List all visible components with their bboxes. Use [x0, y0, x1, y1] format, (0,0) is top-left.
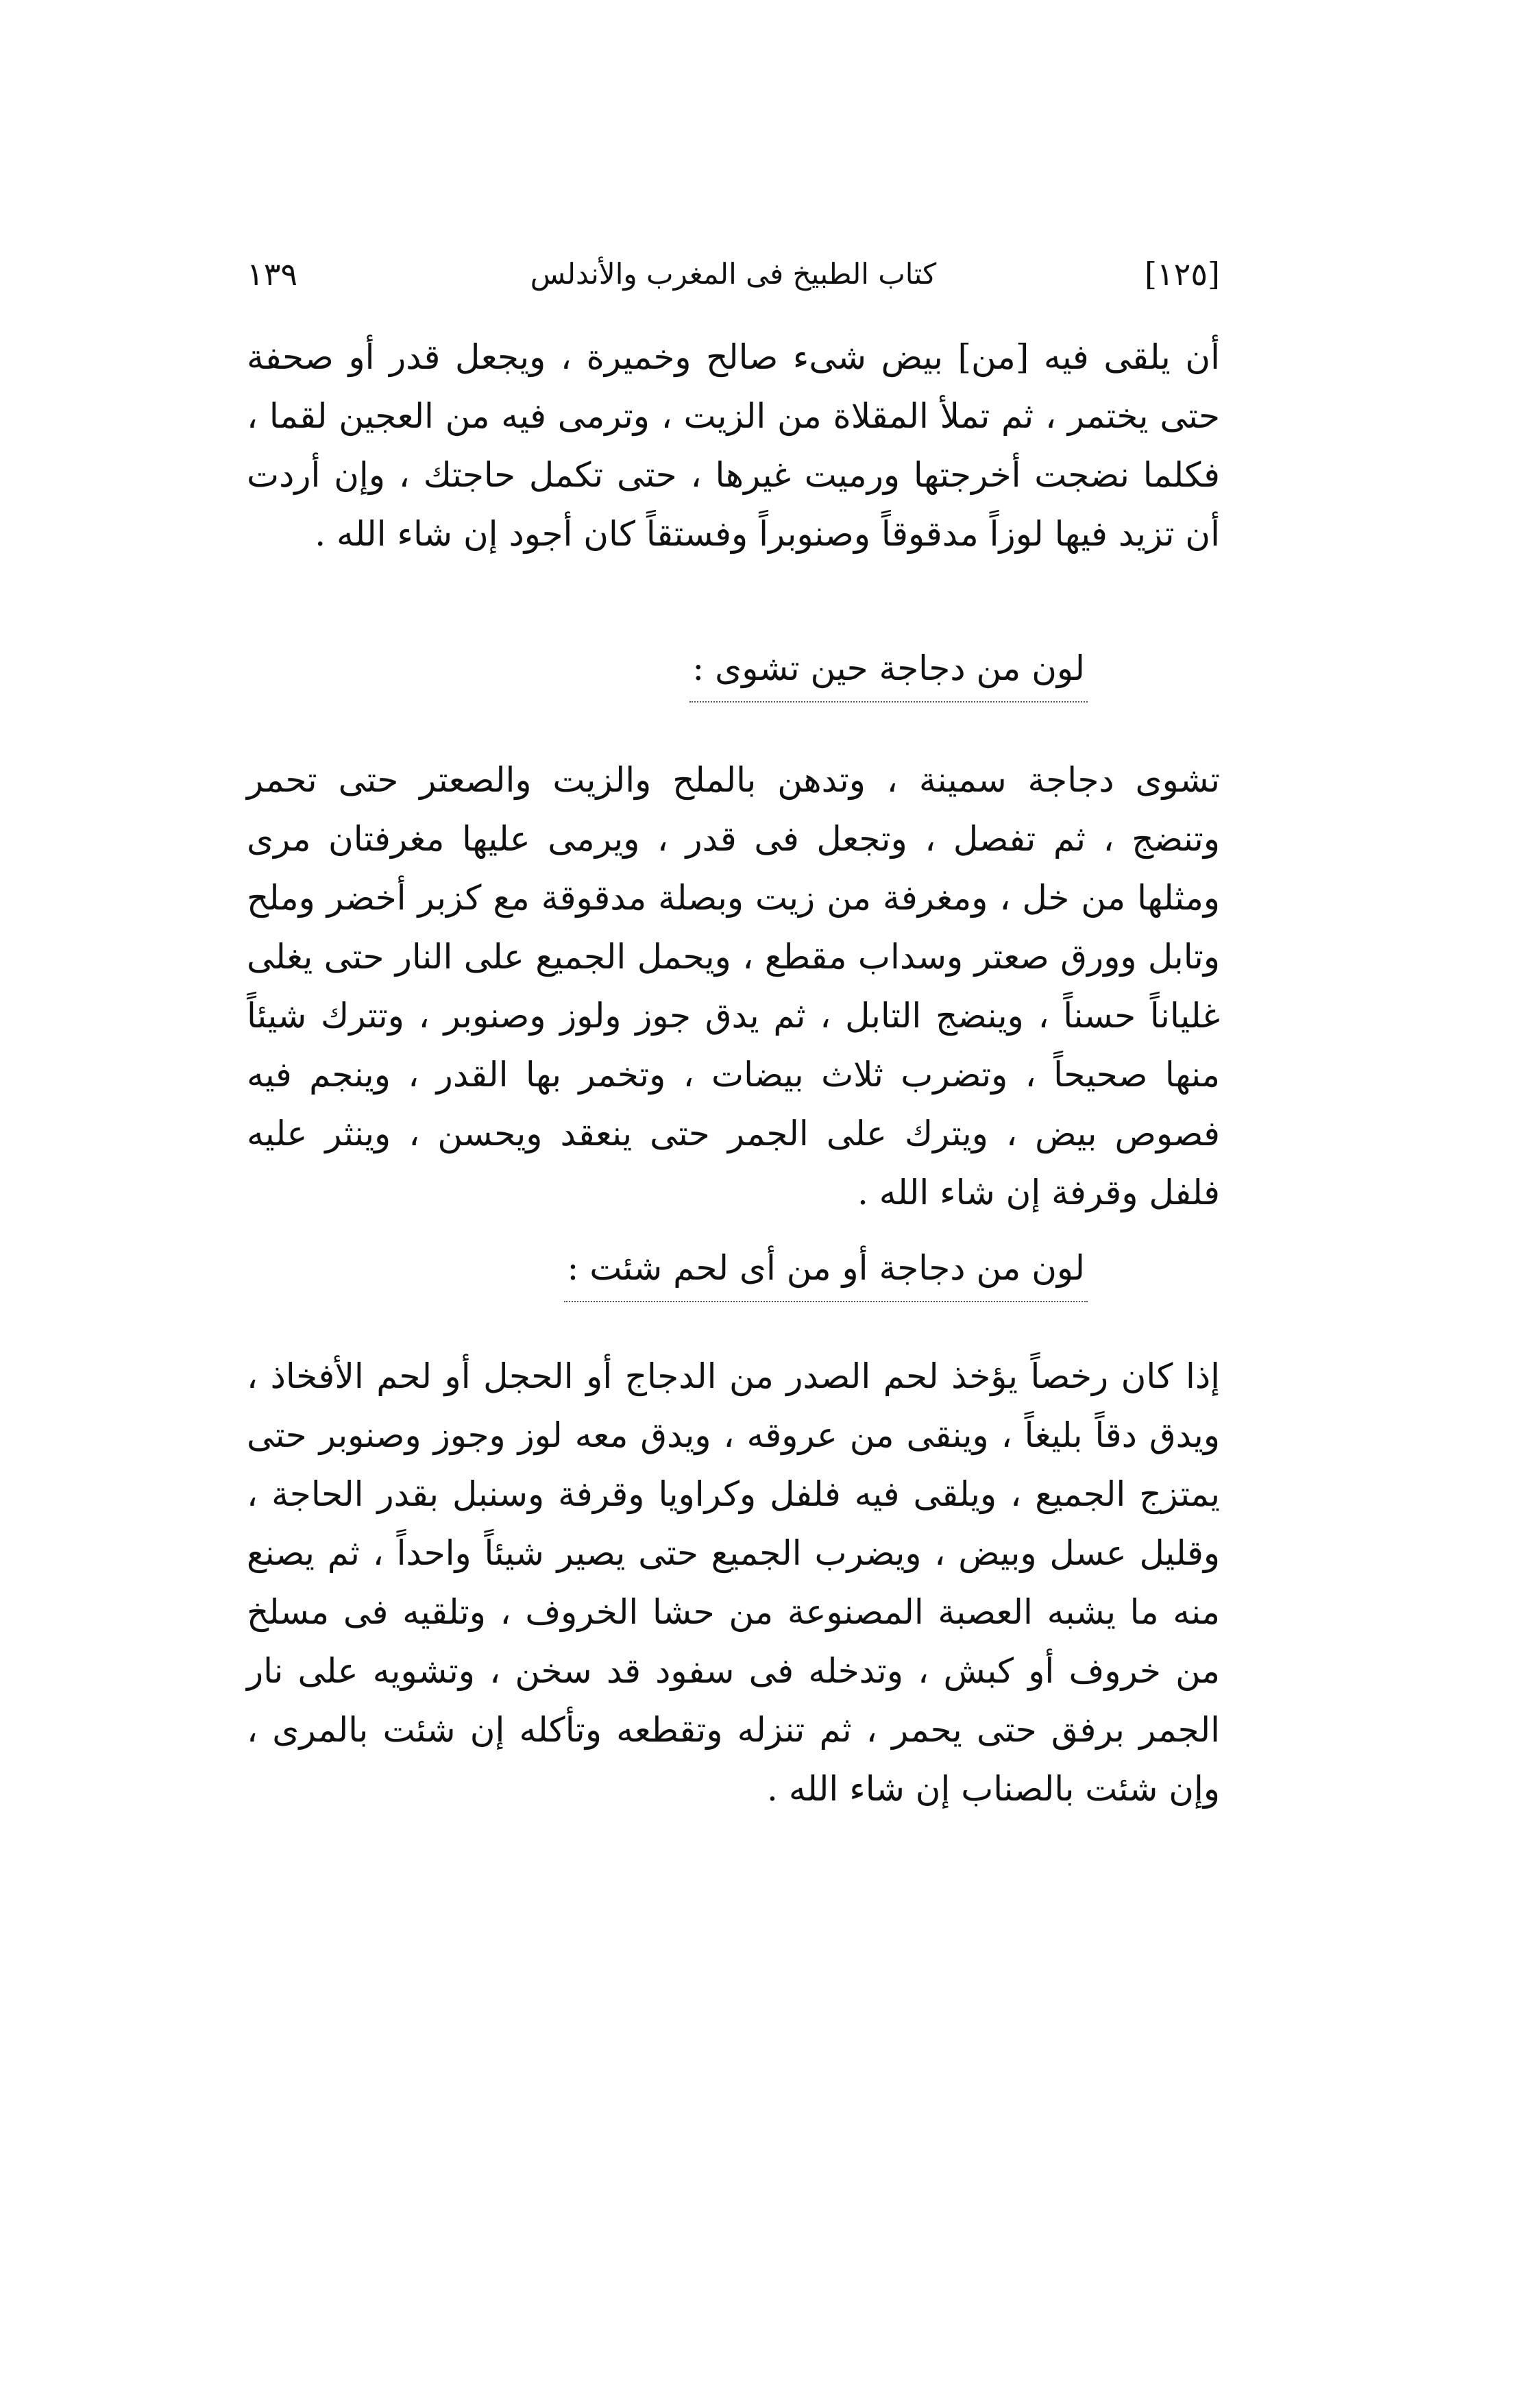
recipe-text: تشوى دجاجة سمينة ، وتدهن بالملح والزيت والصعتر حتى تحمر وتنضج ، ثم تفصل ، وتجعل فى قدر ، ويرمى عليها مغرفتان مرى ومثلها من خل ، ومغرفة من زيت وبصلة مدقوقة مع كزبر أخضر وملح وتابل وورق صعتر وسداب مقطع ، ويحمل الجميع على النار حتى يغلى غلياناً حسناً ، وينضج التابل ، ثم يدق جوز ولوز وصنوبر ، وتترك شيئاً منها صحيحاً ، وتضرب ثلاث بيضات ، وتخمر بها القدر ، وينجم فيه فصوص بيض ، ويترك على الجمر حتى ينعقد ويحسن ، وينثر عليه فلفل وقرفة إن شاء الله . [247, 760, 1220, 1212]
intro-paragraph-text: أن يلقى فيه [من] بيض شىء صالح وخميرة ، ويجعل قدر أو صحفة حتى يختمر ، ثم تملأ المقلاة من الزيت ، وترمى فيه من العجين لقما ، فكلما نضجت أخرجتها ورميت غيرها ، حتى تكمل حاجتك ، وإن أردت أن تزيد فيها لوزاً مدقوقاً وصنوبراً وفستقاً كان أجود إن شاء الله . [247, 337, 1220, 554]
recipe-heading-1 [689, 641, 1088, 703]
recipe-paragraph-1 [247, 750, 1220, 1222]
recipe-title: لون من دجاجة حين تشوى : [689, 641, 1088, 703]
recipe-heading-2 [564, 1241, 1088, 1302]
book-title: كتاب الطبيخ فى المغرب والأندلس [530, 257, 937, 291]
intro-paragraph [247, 328, 1220, 563]
recipe-title: لون من دجاجة أو من أى لحم شئت : [564, 1241, 1088, 1302]
recipe-text: إذا كان رخصاً يؤخذ لحم الصدر من الدجاج أو الحجل أو لحم الأفخاذ ، ويدق دقاً بليغاً ، وينقى من عروقه ، ويدق معه لوز وجوز وصنوبر حتى يمتزج الجميع ، ويلقى فيه فلفل وكراويا وقرفة وسنبل بقدر الحاجة ، وقليل عسل وبيض ، ويضرب الجميع حتى يصير شيئاً واحداً ، ثم يصنع منه ما يشبه العصبة المصنوعة من حشا الخروف ، وتلقيه فى مسلخ من خروف أو كبش ، وتدخله فى سفود قد سخن ، وتشويه على نار الجمر برفق حتى يحمر ، ثم تنزله وتقطعه وتأكله إن شئت بالمرى ، وإن شئت بالصناب إن شاء الله . [247, 1356, 1220, 1809]
page-number: ١٣٩ [247, 256, 298, 293]
recipe-paragraph-2 [247, 1347, 1220, 1818]
running-header [247, 250, 1220, 298]
section-number: [١٢٥] [1144, 256, 1220, 293]
